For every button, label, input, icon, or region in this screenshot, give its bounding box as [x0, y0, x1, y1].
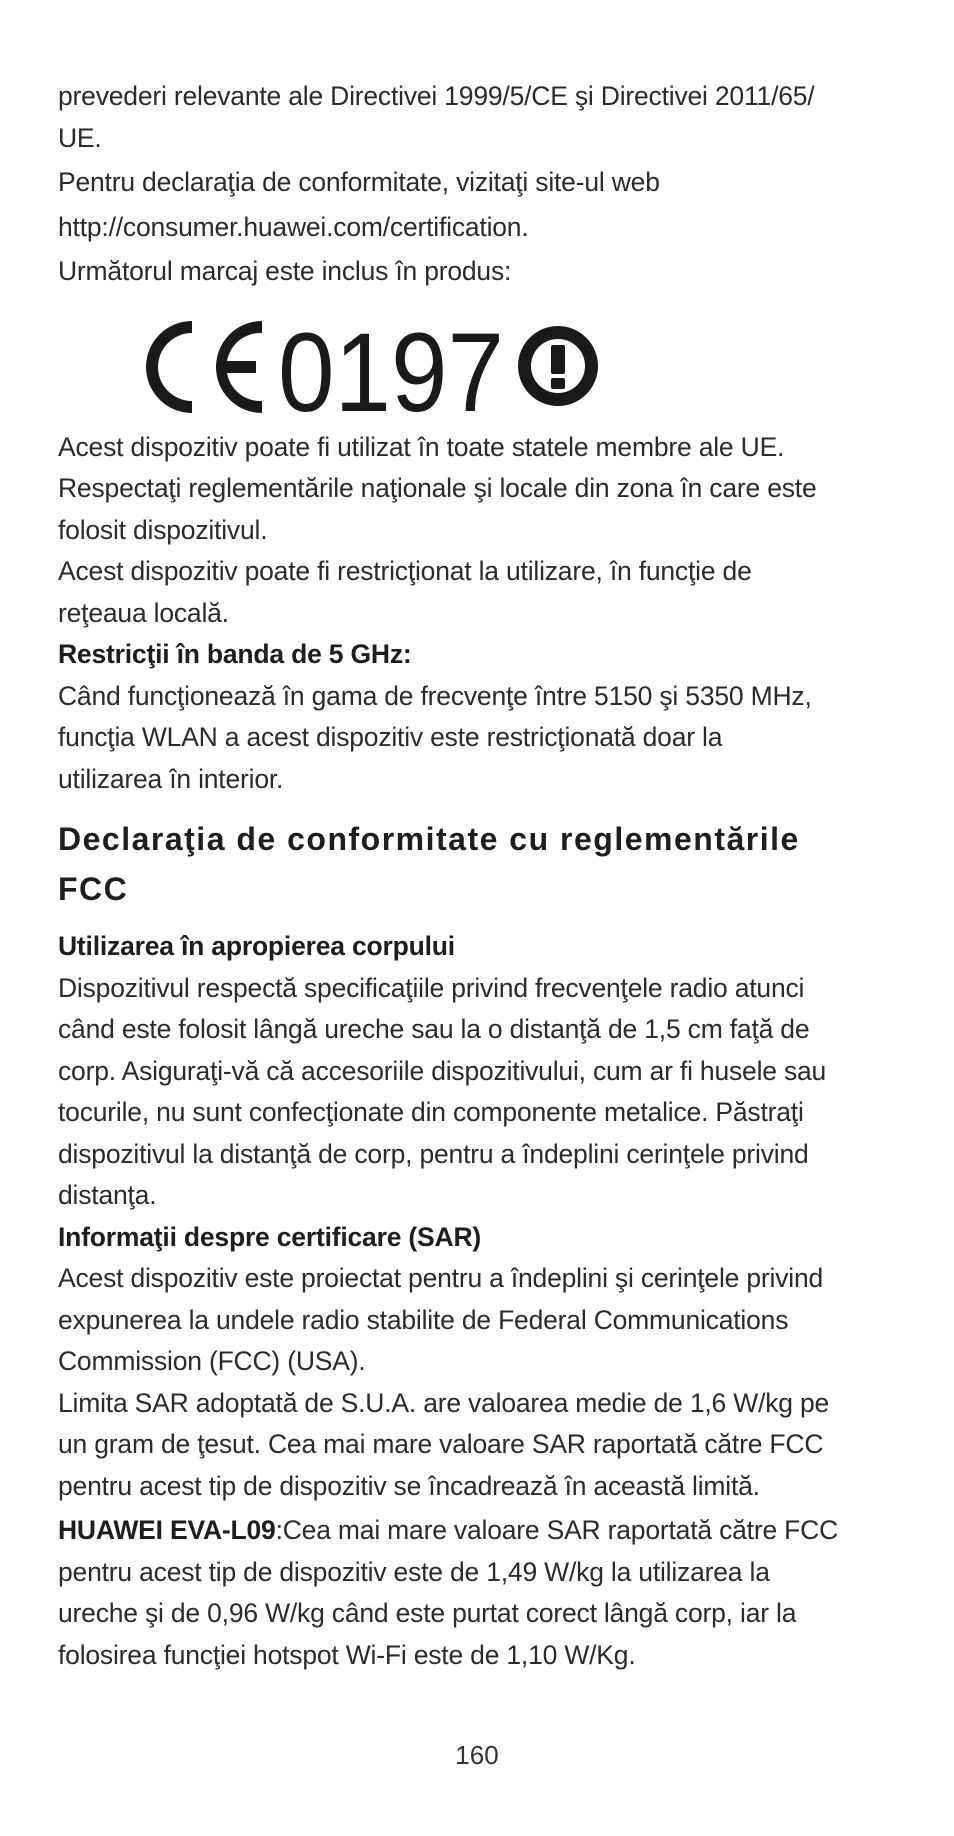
intro-line-1: prevederi relevante ale Directivei 1999/5/CE şi Directivei 2011/65/ [58, 81, 815, 111]
fcc-heading [58, 814, 878, 914]
ce-logo-icon [146, 321, 262, 413]
body-worn-title: Utilizarea în apropierea corpului [58, 931, 455, 961]
body-worn-line-4: tocurile, nu sunt confecţionate din componente metalice. Păstraţi [58, 1097, 804, 1127]
sar-line-6: pentru acest tip de dispozitiv se încadrează în această limită. [58, 1470, 760, 1501]
body-worn-line-5: dispozitivul la distanţă de corp, pentru a îndeplini cerinţele privind [58, 1138, 809, 1169]
sar-line-9: folosirea funcţiei hotspot Wi-Fi este de 1,10 W/Kg. [58, 1639, 636, 1670]
sar-line-1: Acest dispozitiv este proiectat pentru a îndeplini şi cerinţele privind [58, 1263, 824, 1293]
restrictions-line-2: funcţia WLAN a acest dispozitiv este restricţionată doar la [58, 722, 723, 752]
notified-body-number: 0197 [278, 316, 504, 417]
sar-line-4: Limita SAR adoptată de S.U.A. are valoarea medie de 1,6 W/kg pe [58, 1387, 830, 1418]
eu-usage-line-4: Acest dispozitiv poate fi restricţionat la utilizare, în funcţie de [58, 556, 752, 586]
certification-link[interactable]: http://consumer.huawei.com/certification. [58, 211, 529, 242]
restrictions-title: Restricţii în banda de 5 GHz: [58, 639, 412, 669]
page-content [58, 76, 878, 1676]
fcc-heading-line-1: Declaraţia de conformitate cu reglementările [58, 821, 800, 857]
intro-line-5: Următorul marcaj este inclus în produs: [58, 256, 512, 286]
restrictions-line-1: Când funcţionează în gama de frecvenţe între 5150 şi 5350 MHz, [58, 680, 812, 711]
eu-usage-line-2: Respectaţi reglementările naţionale şi locale din zona în care este [58, 473, 817, 503]
sar-model-line [58, 1510, 878, 1552]
eu-usage-line-1: Acest dispozitiv poate fi utilizat în toate statele membre ale UE. [58, 431, 785, 462]
body-worn-line-3: corp. Asiguraţi-vă că accesoriile dispozitivului, cum ar fi husele sau [58, 1055, 827, 1086]
sar-title: Informaţii despre certificare (SAR) [58, 1221, 482, 1252]
eu-usage-line-5: reţeaua locală. [58, 597, 229, 628]
intro-line-2: UE. [58, 122, 102, 153]
sar-line-2: expunerea la undele radio stabilite de Federal Communications [58, 1304, 789, 1335]
sar-line-5: un gram de ţesut. Cea mai mare valoare SAR raportată către FCC [58, 1429, 824, 1459]
body-worn-line-2: când este folosit lângă ureche sau la o distanţă de 1,5 cm faţă de [58, 1014, 810, 1044]
intro-line-3: Pentru declaraţia de conformitate, vizitaţi site-ul web [58, 167, 660, 197]
sar-line-7: pentru acest tip de dispozitiv este de 1,49 W/kg la utilizarea la [58, 1556, 770, 1587]
fcc-heading-line-2: FCC [58, 871, 129, 907]
sar-line-8: ureche şi de 0,96 W/kg când este purtat corect lângă corp, iar la [58, 1598, 797, 1628]
ce-marking [146, 317, 616, 417]
model-name: HUAWEI EVA-L09 [58, 1515, 276, 1545]
eu-usage-line-3: folosit dispozitivul. [58, 514, 268, 545]
page-number: 160 [455, 1740, 499, 1770]
sar-line-3: Commission (FCC) (USA). [58, 1346, 366, 1376]
sar-model-line-rest: :Cea mai mare valoare SAR raportată către FCC [275, 1515, 839, 1545]
body-worn-line-1: Dispozitivul respectă specificaţiile privind frecvenţele radio atunci [58, 972, 805, 1003]
alert-class2-icon [518, 326, 598, 406]
restrictions-line-3: utilizarea în interior. [58, 763, 284, 794]
body-worn-line-6: distanţa. [58, 1180, 157, 1210]
